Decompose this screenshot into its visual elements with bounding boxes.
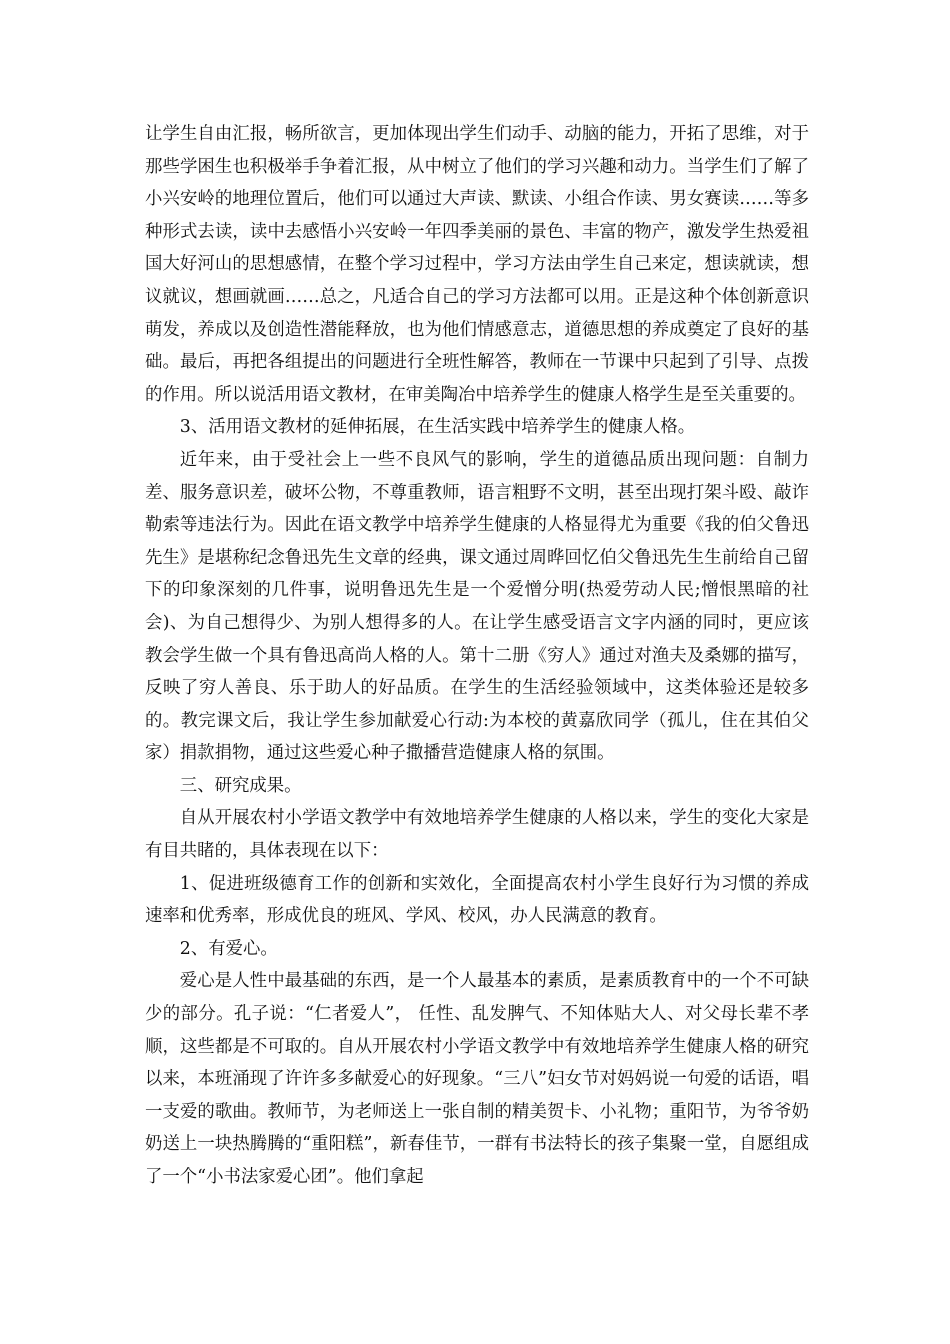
paragraph-heading-3: 3、活用语文教材的延伸拓展，在生活实践中培养学生的健康人格。 — [179, 417, 696, 438]
paragraph-loving-heart: 爱心是人性中最基础的东西，是一个人最基本的素质，是素质教育中的一个不可缺少的部分。孔子说：“仁者爱人”， 任性、乱发脾气、不知体贴大人、对父母长辈不孝顺，这些都是不可取的。自从开展农村小学语文教学中有效地培养学生健康人格的研究以来，本班涌现了许许多多献爱心的好现象。“三八”妇女节对妈妈说一句爱的话语，唱一支爱的歌曲。教师节，为老师送上一张自制的精美贺卡、小礼物；重阳节，为爷爷奶奶送上一块热腾腾的“重阳糕”，新春佳节，一群有书法特长的孩子集聚一堂，自愿组成了一个“小书法家爱心团”。他们拿起 — [145, 971, 809, 1187]
paragraph-moral-quality: 近年来，由于受社会上一些不良风气的影响，学生的道德品质出现问题：自制力差、服务意识差，破坏公物，不尊重教师，语言粗野不文明，甚至出现打架斗殴、敲诈勒索等违法行为。因此在语文教学中培养学生健康的人格显得尤为重要《我的伯父鲁迅先生》是堪称纪念鲁迅先生文章的经典，课文通过周晔回忆伯父鲁迅先生生前给自己留下的印象深刻的几件事，说明鲁迅先生是一个爱憎分明(热爱劳动人民;憎恨黑暗的社会)、为自己想得少、为别人想得多的人。在让学生感受语言文字内涵的同时，更应该教会学生做一个具有鲁迅高尚人格的人。第十二册《穷人》通过对渔夫及桑娜的描写，反映了穷人善良、乐于助人的好品质。在学生的生活经验领域中，这类体验还是较多的。教完课文后，我让学生参加献爱心行动:为本校的黄嘉欣同学（孤儿，住在其伯父家）捐款捐物，通过这些爱心种子撒播营造健康人格的氛围。 — [145, 449, 809, 764]
paragraph-reporting-continued: 让学生自由汇报，畅所欲言，更加体现出学生们动手、动脑的能力，开拓了思维，对于那些学困生也积极举手争着汇报，从中树立了他们的学习兴趣和动力。当学生们了解了小兴安岭的地理位置后，他们可以通过大声读、默读、小组合作读、男女赛读……等多种形式去读，读中去感悟小兴安岭一年四季美丽的景色、丰富的物产，激发学生热爱祖国大好河山的思想感情，在整个学习过程中，学习方法由学生自己来定，想读就读，想议就议，想画就画……总之，凡适合自己的学习方法都可以用。正是这种个体创新意识萌发，养成以及创造性潜能释放，也为他们情感意志，道德思想的养成奠定了良好的基础。最后，再把各组提出的问题进行全班性解答，教师在一节课中只起到了引导、点拨的作用。所以说活用语文教材，在审美陶冶中培养学生的健康人格学生是至关重要的。 — [145, 124, 809, 405]
document-body — [145, 118, 809, 1194]
paragraph-results-intro: 自从开展农村小学语文教学中有效地培养学生健康的人格以来，学生的变化大家是有目共睹的，具体表现在以下： — [145, 808, 809, 862]
section-heading-research-results: 三、研究成果。 — [179, 775, 302, 796]
paragraph-result-2-heading: 2、有爱心。 — [179, 938, 278, 959]
paragraph-result-1: 1、促进班级德育工作的创新和实效化，全面提高农村小学生良好行为习惯的养成速率和优秀率，形成优良的班风、学风、校风，办人民满意的教育。 — [145, 873, 809, 927]
